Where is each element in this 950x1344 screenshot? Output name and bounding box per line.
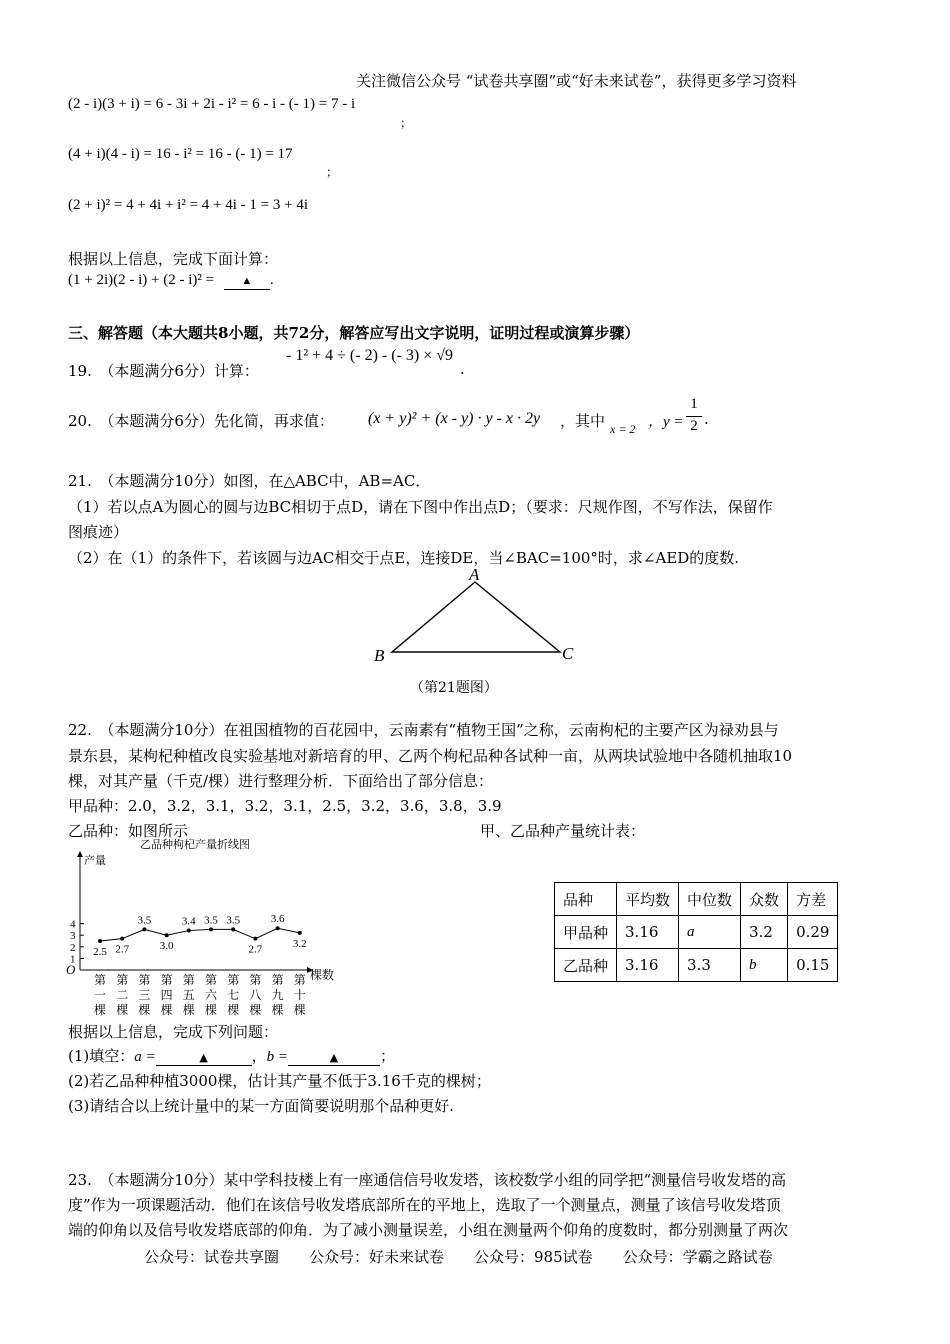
x-tick-label: 棵 — [93, 1003, 107, 1017]
x-tick-label: 棵 — [116, 1003, 129, 1017]
y-tick-label: 2 — [70, 941, 76, 954]
q20-cond-y: ，y = — [648, 414, 684, 430]
answer-blank-a[interactable] — [156, 1047, 252, 1066]
x-tick-label: 棵 — [182, 1003, 195, 1017]
x-tick-label: 二 — [116, 988, 129, 1002]
q22-intro: 根据以上信息，完成下列问题： — [68, 1023, 279, 1041]
x-tick-label: 九 — [271, 988, 284, 1002]
table-header: 平均数 — [617, 883, 679, 916]
table-cell: 0.29 — [788, 916, 838, 949]
q20-fraction-bar — [686, 416, 702, 417]
data-point — [298, 931, 302, 935]
data-label: 3.2 — [292, 937, 307, 950]
q22-sub3: (3)请结合以上统计量中的某一方面简要说明那个品种更好. — [68, 1097, 455, 1115]
chart-title: 乙品种枸杞产量折线图 — [140, 838, 250, 851]
x-tick-label: 四 — [160, 988, 173, 1002]
q20-y-numerator: 1 — [690, 396, 698, 412]
x-tick-label: 第 — [249, 973, 262, 987]
q22-line-2: 景东县，某枸杞种植改良实验基地对新培育的甲、乙两个枸杞品种各试种一亩，从两块试验地中各随机抽取10 — [68, 747, 793, 765]
y-tick-label: 3 — [70, 930, 76, 943]
q21-line-1: 21. （本题满分10分）如图，在△ABC中，AB=AC． — [68, 472, 431, 490]
data-label: 2.7 — [115, 943, 130, 956]
table-cell: 3.2 — [741, 916, 788, 949]
data-point — [142, 927, 146, 931]
q19-end: . — [460, 360, 465, 378]
example-line-3: (2 + i)² = 4 + 4i + i² = 4 + 4i - 1 = 3 + 4i — [68, 197, 308, 213]
q20-cond-x: x = 2 — [610, 422, 636, 436]
q23-line-2: 度”作为一项课题活动．他们在该信号收发塔底部所在的平地上，选取了一个测量点，测量了该信号收发塔顶 — [68, 1196, 781, 1214]
x-tick-label: 第 — [116, 973, 129, 987]
data-point — [187, 929, 191, 933]
table-cell: 0.15 — [788, 949, 838, 982]
blank-marker: ▲ — [241, 275, 253, 287]
x-tick-label: 第 — [182, 973, 195, 987]
table-header: 方差 — [788, 883, 838, 916]
q22-table-caption: 甲、乙品种产量统计表： — [480, 822, 646, 840]
q21-line-3: 图痕迹） — [68, 523, 129, 541]
x-tick-label: 第 — [138, 973, 151, 987]
x-tick-label: 棵 — [271, 1003, 284, 1017]
data-label: 3.4 — [181, 915, 196, 928]
q18-intro: 根据以上信息，完成下面计算： — [68, 250, 279, 268]
table-cell: 3.16 — [617, 916, 679, 949]
vertex-c-label: C — [562, 644, 574, 663]
q19-label: 19. （本题满分6分）计算： — [68, 362, 259, 380]
data-label: 3.5 — [226, 914, 241, 927]
x-tick-label: 棵 — [227, 1003, 240, 1017]
x-tick-label: 棵 — [249, 1003, 262, 1017]
y-tick-label: 4 — [70, 918, 76, 931]
footer-note: 公众号：试卷共享圈 公众号：好未来试卷 公众号：985试卷 公众号：学霸之路试卷 — [144, 1248, 773, 1266]
table-header: 品种 — [555, 883, 617, 916]
x-tick-label: 六 — [204, 988, 218, 1002]
x-tick-label: 第 — [271, 973, 284, 987]
x-tick-label: 第 — [293, 973, 306, 987]
x-tick-label: 第 — [160, 973, 173, 987]
table-header: 中位数 — [679, 883, 741, 916]
table-cell: 3.16 — [617, 949, 679, 982]
q22-jia-data: 甲品种：2.0，3.2，3.1，3.2，3.1，2.5，3.2，3.6，3.8，3.9 — [68, 797, 502, 815]
q18-expr: (1 + 2i)(2 - i) + (2 - i)² = — [68, 272, 215, 288]
x-tick-label: 第 — [204, 973, 218, 987]
q22-line-1: 22. （本题满分10分）在祖国植物的百花园中，云南素有“植物王国”之称，云南枸杞的主要产区为禄劝县与 — [68, 721, 779, 739]
data-label: 3.5 — [137, 914, 152, 927]
q20-mid: ，其中 — [560, 412, 606, 430]
y-tick-label: 1 — [70, 953, 76, 966]
table-header-row — [555, 883, 838, 916]
data-label: 2.7 — [248, 943, 263, 956]
table-cell: a — [679, 916, 741, 949]
q22-line-3: 棵，对其产量（千克/棵）进行整理分析．下面给出了部分信息： — [68, 772, 494, 790]
q22-sub1 — [68, 1045, 395, 1066]
x-tick-label: 棵 — [138, 1003, 151, 1017]
q22-yi-data: 乙品种：如图所示 — [68, 822, 189, 840]
table-row — [555, 949, 838, 982]
table-cell: 3.3 — [679, 949, 741, 982]
x-axis-label: 棵数 — [310, 968, 335, 982]
x-tick-label: 八 — [249, 988, 262, 1002]
example-line-1: (2 - i)(3 + i) = 6 - 3i + 2i - i² = 6 - i - (- 1) = 7 - i — [68, 96, 356, 112]
data-point — [276, 926, 280, 930]
data-label: 3.6 — [270, 913, 285, 926]
blank-marker: ▲ — [329, 1051, 339, 1064]
data-point — [165, 933, 169, 937]
triangle-figure — [360, 562, 590, 672]
vertex-a-label: A — [469, 565, 480, 584]
q20-label: 20. （本题满分6分）先化简，再求值： — [68, 412, 334, 430]
x-tick-label: 第 — [93, 973, 107, 987]
data-point — [120, 937, 124, 941]
q23-line-1: 23. （本题满分10分）某中学科技楼上有一座通信信号收发塔，该校数学小组的同学把“测量信号收发塔的高 — [68, 1171, 787, 1189]
q20-y-denominator: 2 — [690, 418, 698, 434]
blank-marker: ▲ — [199, 1051, 208, 1064]
section-3-title: 三、解答题（本大题共8小题，共72分，解答应写出文字说明，证明过程或演算步骤） — [68, 324, 640, 342]
q22-sub2: (2)若乙品种种植3000棵，估计其产量不低于3.16千克的棵树； — [68, 1072, 491, 1090]
q23-line-3: 端的仰角以及信号收发塔底部的仰角．为了减小测量误差，小组在测量两个仰角的度数时，都分别测量了两次 — [68, 1221, 789, 1239]
header-note: 关注微信公众号 “试卷共享圈”或“好未来试卷”，获得更多学习资料 — [356, 72, 797, 90]
example-line-1-end: ； — [400, 116, 413, 130]
q22-sub1-a-label: a = — [134, 1049, 156, 1065]
q18-answer-blank[interactable] — [224, 272, 270, 290]
table-cell: b — [741, 949, 788, 982]
data-point — [98, 939, 102, 943]
q18-end: . — [269, 272, 274, 288]
example-line-2: (4 + i)(4 - i) = 16 - i² = 16 - (- 1) = 17 — [68, 146, 293, 162]
q21-figure-caption: （第21题图） — [410, 680, 498, 696]
answer-blank-b[interactable] — [288, 1047, 380, 1066]
q21-line-2: （1）若以点A为圆心的圆与边BC相切于点D，请在下图中作出点D；（要求：尺规作图，不写作法，保留作 — [68, 498, 773, 516]
data-label: 3.0 — [159, 940, 174, 953]
table-cell: 乙品种 — [555, 949, 617, 982]
table-header: 众数 — [741, 883, 788, 916]
y-axis-label: 产量 — [84, 854, 106, 867]
x-tick-label: 十 — [293, 988, 306, 1002]
x-tick-label: 棵 — [293, 1003, 306, 1017]
q20-expr: (x + y)² + (x - y) · y - x · 2y — [368, 410, 541, 427]
x-tick-label: 棵 — [160, 1003, 173, 1017]
q22-sub1-sep: ， — [251, 1047, 267, 1065]
origin-label: O — [66, 962, 76, 977]
x-tick-label: 七 — [227, 988, 240, 1002]
q22-sub1-end: ； — [380, 1047, 396, 1065]
x-tick-label: 一 — [93, 988, 107, 1002]
triangle-abc — [392, 582, 560, 652]
vertex-b-label: B — [374, 646, 385, 665]
q18-expression — [68, 272, 274, 290]
x-tick-label: 第 — [227, 973, 240, 987]
x-tick-label: 五 — [182, 988, 195, 1002]
series-line — [100, 928, 300, 941]
table-row — [555, 916, 838, 949]
q19-expr: - 1² + 4 ÷ (- 2) - (- 3) × √9 — [286, 347, 454, 364]
table-cell: 甲品种 — [555, 916, 617, 949]
yield-stats-table — [554, 882, 838, 982]
q20-end: . — [704, 410, 709, 428]
yi-yield-line-chart — [60, 838, 350, 1018]
data-label: 3.5 — [204, 914, 218, 927]
q22-sub1-label: (1)填空： — [68, 1047, 135, 1065]
data-point — [209, 927, 213, 931]
data-point — [253, 937, 257, 941]
example-line-2-end: ； — [326, 165, 339, 179]
q22-sub1-b-label: b = — [266, 1049, 289, 1065]
x-tick-label: 三 — [138, 988, 151, 1002]
data-label: 2.5 — [93, 946, 107, 958]
x-tick-label: 棵 — [204, 1003, 218, 1017]
data-point — [231, 927, 235, 931]
q21-line-4: （2）在（1）的条件下，若该圆与边AC相交于点E，连接DE，当∠BAC=100°时，求∠AED的度数. — [68, 549, 740, 567]
